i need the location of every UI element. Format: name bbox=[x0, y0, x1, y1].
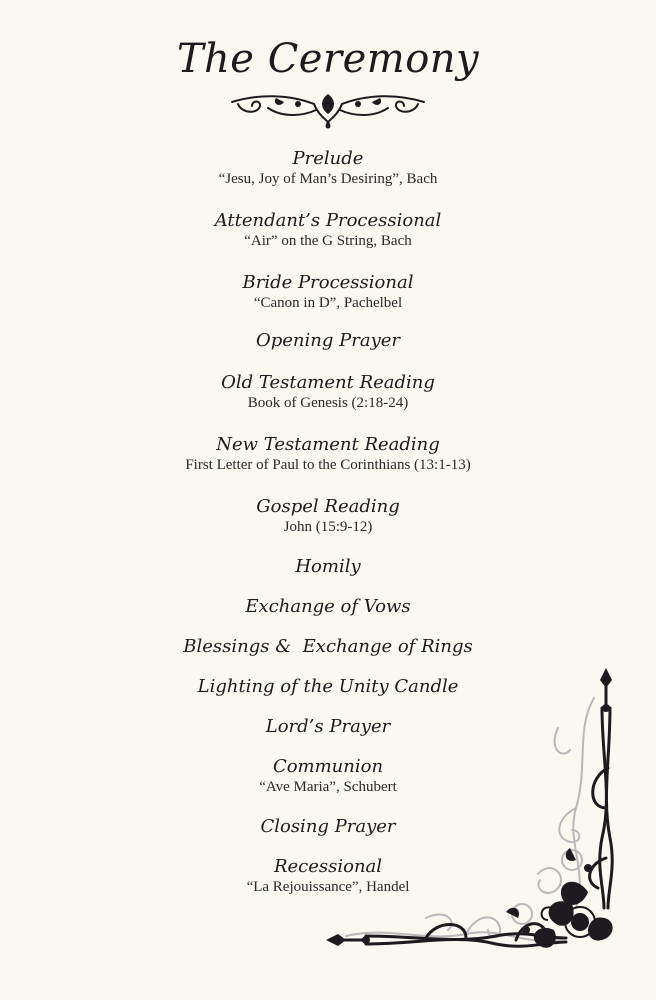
item-title: Old Testament Reading bbox=[221, 372, 435, 393]
page-title: The Ceremony bbox=[176, 36, 480, 82]
item-title: Attendant’s Processional bbox=[214, 210, 442, 231]
item-title: Gospel Reading bbox=[256, 496, 400, 517]
item-subtitle: Book of Genesis (2:18-24) bbox=[247, 395, 409, 411]
flourish-ornament-icon bbox=[228, 88, 428, 132]
program-item-old-testament-reading bbox=[0, 372, 656, 420]
item-title: Communion bbox=[272, 756, 384, 777]
item-title: Opening Prayer bbox=[256, 330, 400, 351]
item-title: Closing Prayer bbox=[260, 816, 396, 837]
item-title: New Testament Reading bbox=[216, 434, 440, 455]
corner-ornament-icon bbox=[326, 668, 636, 970]
program-item-homily bbox=[0, 556, 656, 584]
item-title: Prelude bbox=[292, 148, 364, 169]
program-item-blessings-exchange-of-rings bbox=[0, 636, 656, 664]
item-title: Lighting of the Unity Candle bbox=[197, 676, 459, 697]
program-item-exchange-of-vows bbox=[0, 596, 656, 624]
program-item-gospel-reading bbox=[0, 496, 656, 544]
program-item-opening-prayer bbox=[0, 330, 656, 358]
item-title: Homily bbox=[295, 556, 361, 577]
program-item-attendants-processional bbox=[0, 210, 656, 258]
item-subtitle: John (15:9-12) bbox=[283, 519, 373, 535]
item-subtitle: “Canon in D”, Pachelbel bbox=[253, 295, 403, 311]
program-item-prelude bbox=[0, 148, 656, 196]
program-item-bride-processional bbox=[0, 272, 656, 320]
item-subtitle: “Air” on the G String, Bach bbox=[244, 233, 412, 249]
item-title: Bride Processional bbox=[242, 272, 414, 293]
item-subtitle: “Jesu, Joy of Man’s Desiring”, Bach bbox=[218, 171, 438, 187]
item-subtitle: “Ave Maria”, Schubert bbox=[259, 779, 397, 795]
program-item-new-testament-reading bbox=[0, 434, 656, 482]
item-title: Exchange of Vows bbox=[245, 596, 411, 617]
item-title: Recessional bbox=[273, 856, 383, 877]
item-subtitle: First Letter of Paul to the Corinthians (13:1-13) bbox=[185, 457, 471, 473]
item-title: Lord’s Prayer bbox=[265, 716, 391, 737]
item-title: Blessings & Exchange of Rings bbox=[183, 636, 473, 657]
item-subtitle: “La Rejouissance”, Handel bbox=[246, 879, 410, 895]
